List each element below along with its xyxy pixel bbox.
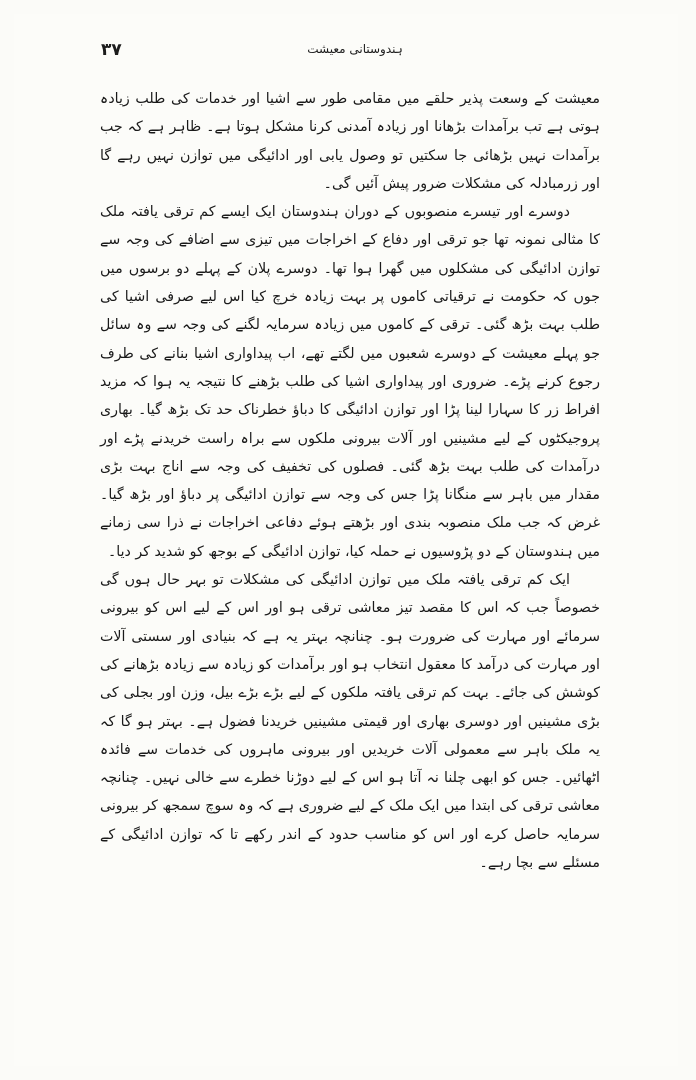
paragraph-3: ایک کم ترقی یافتہ ملک میں توازن ادائیگی کی مشکلات تو بہر حال ہوں گی خصوصاً جب کہ اس کا مقصد تیز معاشی ترقی ہو اور اس کے لیے اس کو بیرونی سرمائے اور مہارت کی ضرورت ہو۔ چنانچہ بہتر یہ ہے کہ بنیادی اور سستی آلات اور مہارت کی درآمد کا معقول انتخاب ہو اور برآمدات کو زیادہ سے زیادہ بڑھانے کی کوشش کی جائے۔ بہت کم ترقی یافتہ ملکوں کے لیے بڑے بڑے بیل، وزن اور بجلی کی بڑی مشینیں اور دوسری بھاری اور قیمتی مشینیں خریدنا فضول ہے۔ بہتر ہو گا کہ یہ ملک باہر سے معمولی آلات خریدیں اور بیرونی ماہروں کی خدمات سے فائدہ اٹھائیں۔ جس کو ابھی چلنا نہ آتا ہو اس کے لیے دوڑنا خطرے سے خالی نہیں۔ چنانچہ معاشی ترقی کی ابتدا میں ایک ملک کے لیے ضروری ہے کہ وہ سوچ سمجھ کر بیرونی سرمایہ حاصل کرے اور اس کو مناسب حدود کے اندر رکھے تا کہ توازن ادائیگی کے مسئلے سے بچا رہے۔ xyxy=(100,572,600,872)
page-body xyxy=(100,85,600,877)
paragraph-2: دوسرے اور تیسرے منصوبوں کے دوران ہندوستان ایک ایسے کم ترقی یافتہ ملک کا مثالی نمونہ تھا جو ترقی اور دفاع کے اخراجات میں تیزی سے اضافے کی وجہ سے توازن ادائیگی کی مشکلوں میں گھرا ہوا تھا۔ دوسرے پلان کے پہلے دو برسوں میں جوں کہ حکومت نے ترقیاتی کاموں پر بہت زیادہ خرچ کیا اس لیے صرفی اشیا کی طلب بہت بڑھ گئی۔ ترقی کے کاموں میں زیادہ سرمایہ لگنے کی وجہ سے وہ سائل جو پہلے معیشت کے دوسرے شعبوں میں لگتے تھے، اب پیداواری اشیا بنانے کی طرف رجوع کرنے پڑے۔ ضروری اور پیداواری اشیا کی طلب بڑھنے کا نتیجہ یہ ہوا کہ مزید افراط زر کا سہارا لینا پڑا اور توازن ادائیگی کا دباؤ خطرناک حد تک بڑھ گیا۔ بھاری پروجیکٹوں کے لیے مشینیں اور آلات بیرونی ملکوں سے براہ راست خریدنے پڑے اور درآمدات کی طلب بہت بڑھ گئی۔ فصلوں کی تخفیف کی وجہ سے اناج بہت بڑی مقدار میں باہر سے منگانا پڑا جس کی وجہ سے توازن ادائیگی پر دباؤ اور بڑھ گیا۔ غرض کہ جب ملک منصوبہ بندی اور بڑھتے ہوئے دفاعی اخراجات نے ذرا سی زمانے میں ہندوستان کے دو پڑوسیوں نے حملہ کیا، توازن ادائیگی کے بوجھ کو شدید کر دیا۔ xyxy=(100,204,600,560)
page-number: ۳۷ xyxy=(101,40,122,60)
paragraph-1: معیشت کے وسعت پذیر حلقے میں مقامی طور سے اشیا اور خدمات کی طلب زیادہ ہوتی ہے تب برآمدات بڑھانا اور زیادہ آمدنی کرنا مشکل ہوتا ہے۔ ظاہر ہے کہ جب برآمدات نہیں بڑھائی جا سکتیں تو وصول یابی اور ادائیگی میں توازن نہیں رہے گا اور زرمبادلہ کی مشکلات ضرور پیش آئیں گی۔ xyxy=(100,91,600,192)
running-title: ہندوستانی معیشت xyxy=(307,42,403,56)
page-header xyxy=(0,38,696,68)
